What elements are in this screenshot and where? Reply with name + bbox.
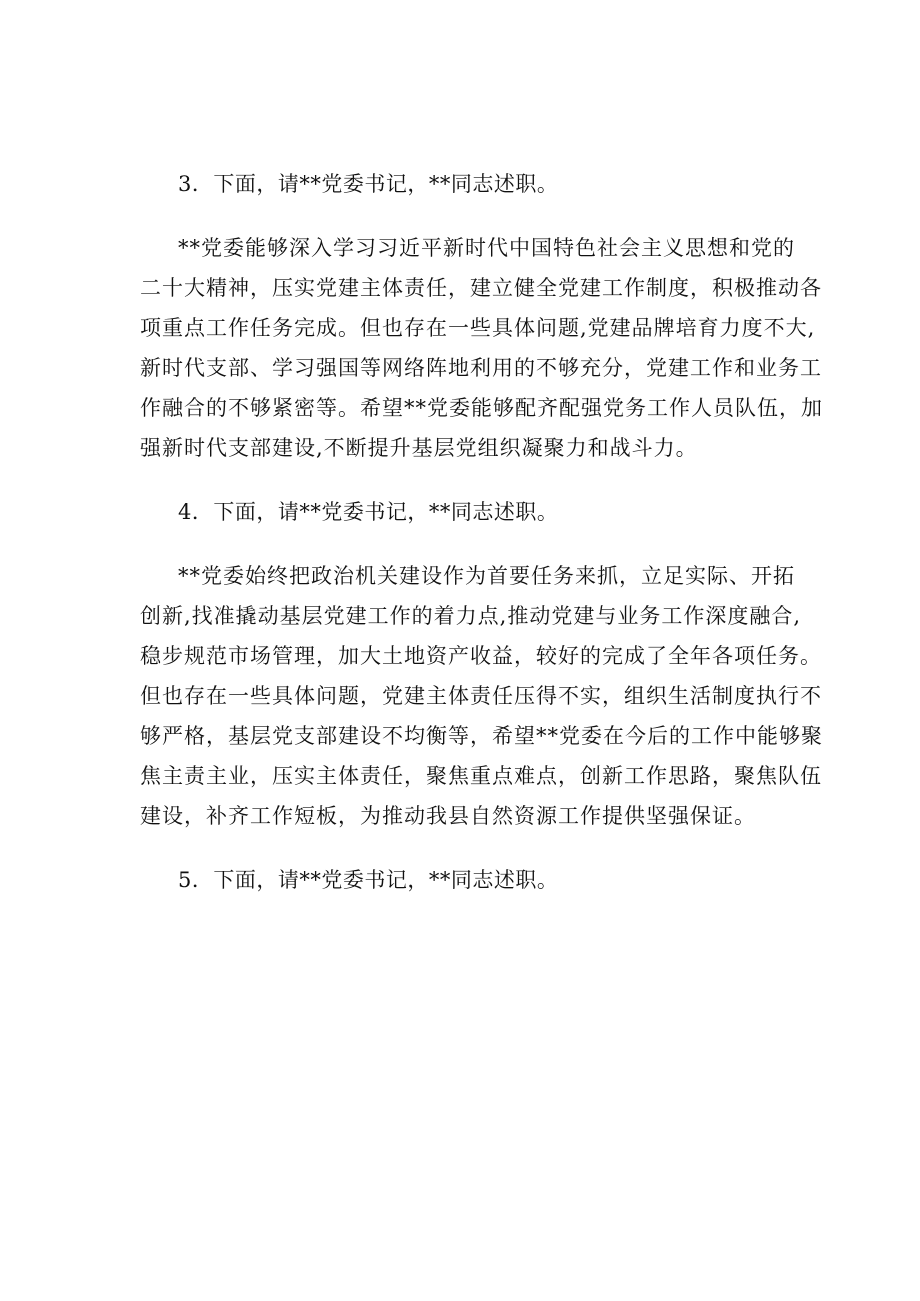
section-paragraph-4 (140, 556, 823, 836)
paragraph-line: 强新时代支部建设,不断提升基层党组织凝聚力和战斗力。 (140, 436, 698, 460)
paragraph-line: 建设，补齐工作短板，为推动我县自然资源工作提供坚强保证。 (140, 804, 756, 828)
paragraph-line: 新时代支部、学习强国等网络阵地利用的不够充分，党建工作和业务工 (140, 356, 822, 380)
paragraph-line: 够严格，基层党支部建设不均衡等，希望**党委在今后的工作中能够聚 (140, 724, 823, 748)
paragraph-line: 二十大精神，压实党建主体责任，建立健全党建工作制度，积极推动各 (140, 276, 822, 300)
paragraph-line: **党委始终把政治机关建设作为首要任务来抓，立足实际、开拓 (178, 564, 795, 588)
paragraph-line: 项重点工作任务完成。但也存在一些具体问题,党建品牌培育力度不大, (140, 316, 816, 340)
paragraph-line: 创新,找准撬动基层党建工作的着力点,推动党建与业务工作深度融合, (140, 604, 802, 628)
section-heading-3: 3．下面，请**党委书记，**同志述职。 (178, 172, 559, 196)
paragraph-line: 焦主责主业，压实主体责任，聚焦重点难点，创新工作思路，聚焦队伍 (140, 764, 822, 788)
paragraph-line: **党委能够深入学习习近平新时代中国特色社会主义思想和党的 (178, 236, 795, 260)
document-body (140, 164, 823, 900)
paragraph-line: 但也存在一些具体问题，党建主体责任压得不实，组织生活制度执行不 (140, 684, 822, 708)
paragraph-line: 作融合的不够紧密等。希望**党委能够配齐配强党务工作人员队伍，加 (140, 396, 823, 420)
section-heading-4: 4．下面，请**党委书记，**同志述职。 (178, 500, 559, 524)
paragraph-line: 稳步规范市场管理，加大土地资产收益，较好的完成了全年各项任务。 (140, 644, 822, 668)
section-paragraph-3 (140, 228, 823, 468)
section-heading-5: 5．下面，请**党委书记，**同志述职。 (178, 868, 559, 892)
